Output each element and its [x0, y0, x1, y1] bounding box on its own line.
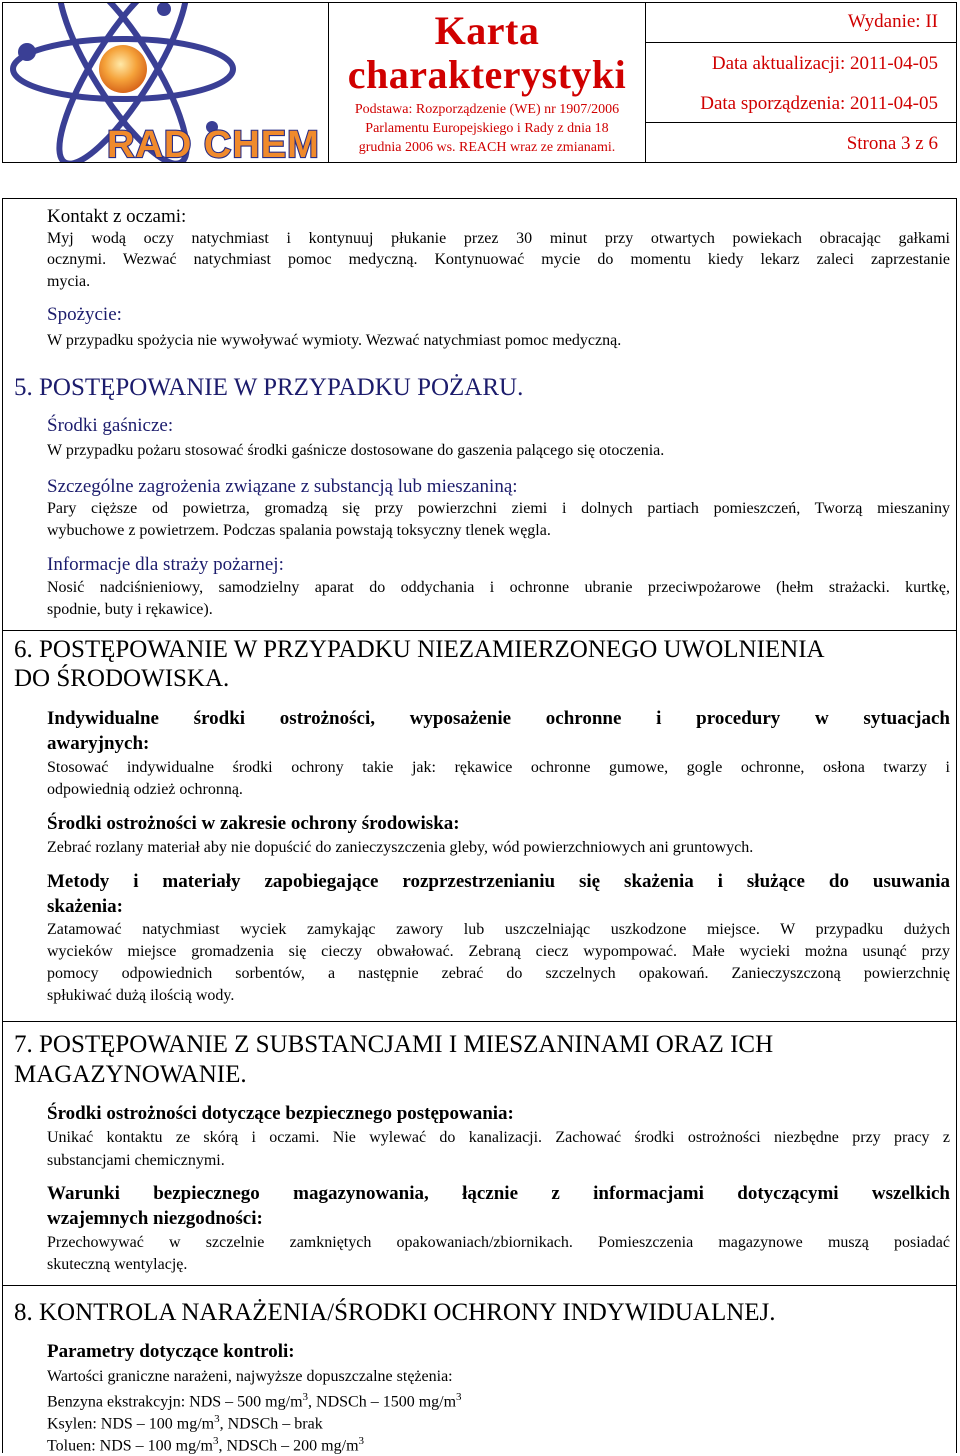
safe-handling-line2: substancjami chemicznymi.	[47, 1152, 225, 1169]
special-hazards-line1: Pary cięższe od powietrza, gromadzą się przy powierzchni ziemi i dolnych partiach pomieszczeń, Tworzą mieszaniny	[47, 500, 950, 517]
storage-line2: skuteczną wentylację.	[47, 1256, 188, 1273]
radchem-logo	[3, 3, 328, 162]
storage-heading-line1: Warunki bezpiecznego magazynowania, łącznie z informacjami dotyczącymi wszelkich	[47, 1183, 950, 1204]
environment-text: Zebrać rozlany materiał aby nie dopuścić do zanieczyszczenia gleby, wód powierzchniowych ani gruntowych.	[47, 839, 754, 856]
limit-row-benzyna-a: Benzyna ekstrakcyjn: NDS – 500 mg/m	[47, 1393, 303, 1411]
storage-heading-line2: wzajemnych niezgodności:	[47, 1208, 263, 1229]
section-6-title-line2: DO ŚRODOWISKA.	[14, 665, 230, 692]
extinguishing-text: W przypadku pożaru stosować środki gaśnicze dostosowane do gaszenia palącego się otoczenia.	[47, 442, 665, 459]
firefighters-heading: Informacje dla straży pożarnej:	[47, 554, 284, 575]
legal-basis-line2: Parlamentu Europejskiego i Rady z dnia 18	[365, 121, 609, 136]
special-hazards-heading: Szczególne zagrożenia związane z substancją lub mieszaniną:	[47, 476, 518, 497]
limits-intro: Wartości graniczne narażeni, najwyższe dopuszczalne stężenia:	[47, 1368, 453, 1385]
legal-basis-line1: Podstawa: Rozporządzenie (WE) nr 1907/2006	[354, 102, 620, 117]
edition: Wydanie: II	[847, 11, 938, 32]
section-box-8	[2, 1285, 957, 1453]
extinguishing-heading: Środki gaśnicze:	[47, 415, 174, 436]
control-parameters-heading: Parametry dotyczące kontroli:	[47, 1341, 295, 1362]
doc-title-line2: charakterystyki	[347, 52, 627, 97]
dates-cell	[645, 42, 957, 123]
eye-contact-line3: mycia.	[47, 273, 91, 290]
update-date: Data aktualizacji: 2011-04-05	[711, 53, 938, 74]
eye-contact-line1: Myj wodą oczy natychmiast i kontynuuj płukanie przez 30 minut przy otwartych powiekach obracając gałkami	[47, 230, 950, 247]
individual-precautions-heading-line2: awaryjnych:	[47, 733, 150, 754]
legal-basis-line3: grudnia 2006 ws. REACH wraz ze zmianami.	[358, 140, 616, 155]
header-table	[2, 2, 957, 163]
special-hazards-line2: wybuchowe z powietrzem. Podczas spalania powstają toksyczny tlenek węgla.	[47, 522, 551, 539]
containment-heading-line2: skażenia:	[47, 896, 123, 917]
creation-date: Data sporządzenia: 2011-04-05	[700, 93, 938, 114]
section-7-title-line1: 7. POSTĘPOWANIE Z SUBSTANCJAMI I MIESZANINAMI ORAZ ICH	[14, 1031, 774, 1058]
edition-cell	[645, 2, 957, 43]
safe-handling-heading: Środki ostrożności dotyczące bezpiecznego postępowania:	[47, 1103, 514, 1124]
environment-heading: Środki ostrożności w zakresie ochrony środowiska:	[47, 813, 460, 834]
containment-line4: spłukiwać dużą ilością wody.	[47, 987, 235, 1004]
safe-handling-line1: Unikać kontaktu ze skórą i oczami. Nie wylewać do kanalizacji. Zachować środki ostrożności niezbędne przy pracy z	[47, 1129, 950, 1146]
page-number: Strona 3 z 6	[846, 133, 938, 154]
containment-line1: Zatamować natychmiast wyciek zamykając zawory lub uszczelniając uszkodzone miejsce. W przypadku dużych	[47, 921, 950, 938]
title-cell	[328, 2, 646, 163]
superscript: 3	[214, 1413, 220, 1425]
ingestion-heading: Spożycie:	[47, 304, 122, 325]
section-8-title: 8. KONTROLA NARAŻENIA/ŚRODKI OCHRONY INDYWIDUALNEJ.	[14, 1299, 776, 1326]
doc-title-line1: Karta	[434, 8, 540, 53]
firefighters-line2: spodnie, buty i rękawice).	[47, 601, 213, 618]
superscript: 3	[358, 1435, 365, 1447]
eye-contact-line2: ocznymi. Wezwać natychmiast pomoc medyczną. Kontynuować mycie do momentu kiedy lekarz zaleci zaprzestanie	[47, 251, 950, 268]
section-box-6	[2, 630, 957, 1022]
firefighters-line1: Nosić nadciśnieniowy, samodzielny aparat do oddychania i ochronne ubranie przeciwpożarowe (hełm strażacki. kurtkę,	[47, 579, 950, 596]
section-7-title-line2: MAGAZYNOWANIE.	[14, 1061, 247, 1088]
section-box-eye-fire	[2, 198, 957, 631]
limit-row-ksylen-b: , NDSCh – brak	[219, 1415, 323, 1433]
section-box-7	[2, 1021, 957, 1286]
superscript: 3	[302, 1391, 309, 1403]
ingestion-text: W przypadku spożycia nie wywoływać wymioty. Wezwać natychmiast pomoc medyczną.	[47, 332, 622, 349]
limit-row-toluen	[47, 1431, 364, 1456]
eye-contact-heading: Kontakt z oczami:	[47, 206, 187, 227]
limit-row-benzyna-b: , NDSCh – 1500 mg/m	[308, 1393, 457, 1411]
logo-text: RAD CHEM	[107, 124, 320, 162]
section-6-title-line1: 6. POSTĘPOWANIE W PRZYPADKU NIEZAMIERZONEGO UWOLNIENIA	[14, 636, 825, 663]
containment-line3: pomocy odpowiednich sorbentów, a następnie zebrać do szczelnych opakowań. Zanieczyszczoną powierzchnię	[47, 965, 950, 982]
individual-precautions-heading-line1: Indywidualne środki ostrożności, wyposażenie ochronne i procedury w sytuacjach	[47, 708, 950, 729]
limit-row-toluen-b: , NDSCh – 200 mg/m	[218, 1437, 359, 1455]
containment-line2: wycieków miejsce gromadzenia się cieczy obwałować. Zebraną ciecz wypompować. Małe wycieki można usunąć przy	[47, 943, 950, 960]
storage-line1: Przechowywać w szczelnie zamkniętych opakowaniach/zbiornikach. Pomieszczenia magazynowe muszą posiadać	[47, 1234, 950, 1251]
limit-row-ksylen-a: Ksylen: NDS – 100 mg/m	[47, 1415, 215, 1433]
containment-heading-line1: Metody i materiały zapobiegające rozprzestrzenianiu się skażenia i służące do usuwania	[47, 871, 950, 892]
individual-precautions-line2: odpowiednią odzież ochronną.	[47, 781, 243, 798]
limit-row-toluen-a: Toluen: NDS – 100 mg/m	[47, 1437, 213, 1455]
legal-basis	[329, 100, 645, 157]
individual-precautions-line1: Stosować indywidualne środki ochrony takie jak: rękawice ochronne gumowe, gogle ochronne, osłona twarzy i	[47, 759, 950, 776]
section-5-title: 5. POSTĘPOWANIE W PRZYPADKU POŻARU.	[14, 374, 524, 401]
superscript: 3	[213, 1435, 219, 1447]
page-number-cell	[645, 122, 957, 163]
superscript: 3	[456, 1391, 462, 1403]
logo-cell	[2, 2, 329, 163]
